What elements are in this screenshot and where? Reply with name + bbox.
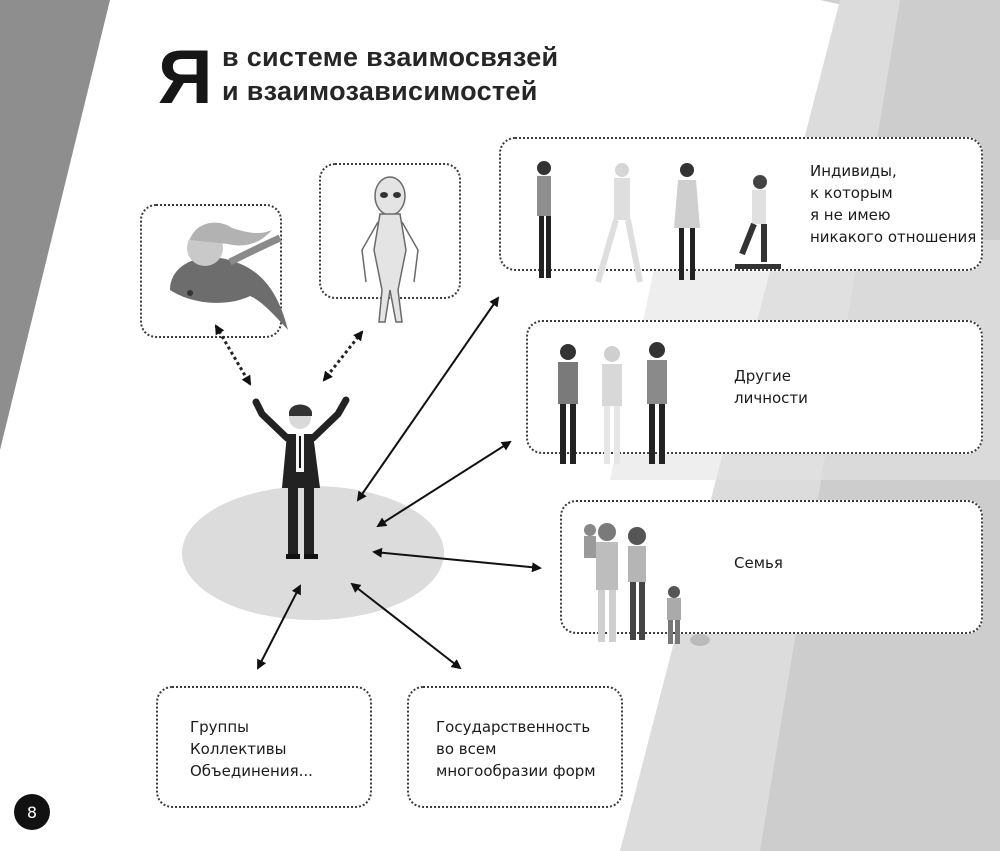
state-line-2: во всем	[436, 740, 497, 758]
individuals-line-3: я не имею	[810, 206, 891, 224]
arrow-personalities	[378, 442, 510, 526]
groups-line-2: Коллективы	[190, 740, 287, 758]
mermaid-illustration	[170, 223, 288, 330]
title-line-2: и взаимозависимостей	[222, 76, 538, 106]
alien-illustration	[362, 177, 418, 322]
groups-label	[190, 716, 313, 782]
personalities-label	[734, 365, 808, 409]
state-line-1: Государственность	[436, 718, 591, 736]
individuals-line-1: Индивиды,	[810, 162, 897, 180]
state-label	[436, 716, 596, 782]
title-letter: Я	[158, 35, 213, 120]
family-line-1: Семья	[734, 554, 783, 572]
family-label	[734, 552, 783, 574]
arrow-mermaid	[216, 326, 250, 384]
personalities-illustration	[558, 342, 667, 464]
individuals-line-2: к которым	[810, 184, 893, 202]
arrow-individuals	[358, 298, 498, 500]
individuals-illustration	[537, 161, 781, 282]
groups-line-3: Объединения...	[190, 762, 313, 780]
individuals-label	[810, 160, 976, 248]
state-line-3: многообразии форм	[436, 762, 596, 780]
groups-line-1: Группы	[190, 718, 250, 736]
page-number: 8	[14, 794, 50, 830]
family-illustration	[584, 523, 710, 646]
individuals-line-4: никакого отношения	[810, 228, 977, 246]
arrow-alien	[324, 332, 362, 380]
personalities-line-2: личности	[734, 389, 808, 407]
title-line-1: в системе взаимосвязей	[222, 42, 559, 72]
personalities-line-1: Другие	[734, 367, 791, 385]
